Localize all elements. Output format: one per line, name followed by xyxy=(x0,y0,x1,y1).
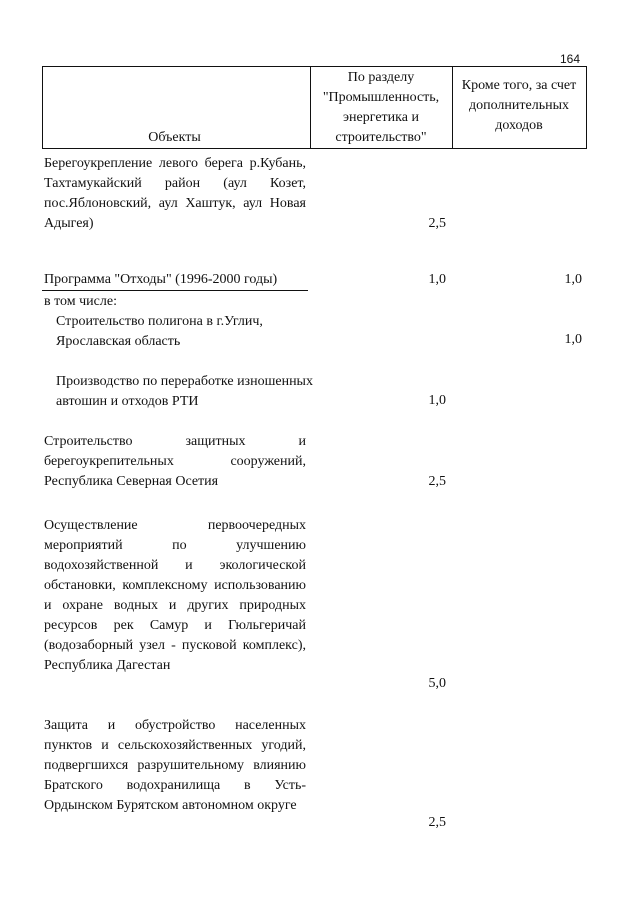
row-description: Осуществление первоочередных мероприятий по улучшению водохозяйственной и экологической обстановки, комплексному использованию и охране водных и других природных ресурсов рек Самур и Гюльгеричай (водозаборный узел - пусковой комплекс), Республика Дагестан xyxy=(44,518,306,673)
row-col3-value: 1,0 xyxy=(564,332,582,347)
header-border-bottom xyxy=(42,148,586,149)
row-description: Программа "Отходы" (1996-2000 годы) xyxy=(44,272,278,287)
row-col2-value: 1,0 xyxy=(428,272,446,287)
row-description: Строительство полигона в г.Углич, Ярославская область xyxy=(56,314,263,349)
row-col2-value: 2,5 xyxy=(428,216,446,231)
header-border-top xyxy=(42,66,586,67)
header-col3: Кроме того, за счет дополнительных доходов xyxy=(461,78,577,133)
row-col2-value: 5,0 xyxy=(428,676,446,691)
row-col2-value: 1,0 xyxy=(428,393,446,408)
row-col3-value: 1,0 xyxy=(564,272,582,287)
header-objects: Объекты xyxy=(148,130,201,145)
page-number: 164 xyxy=(560,52,581,66)
row-col2-value: 2,5 xyxy=(428,815,446,830)
row-description: Берегоукрепление левого берега р.Кубань, Тахтамукайский район (аул Козет, пос.Яблоновский, аул Хаштук, аул Новая Адыгея) xyxy=(44,156,306,231)
header-border-right xyxy=(586,66,587,149)
row-col2-value: 2,5 xyxy=(428,474,446,489)
row-description: Строительство защитных и берегоукрепительных сооружений, Республика Северная Осетия xyxy=(44,434,306,489)
row-description: Производство по переработке изношенных автошин и отходов РТИ xyxy=(56,374,313,409)
header-col2: По разделу "Промышленность, энергетика и строительство" xyxy=(322,70,440,145)
row-description: в том числе: xyxy=(44,294,117,309)
row-underline xyxy=(42,290,308,291)
row-description: Защита и обустройство населенных пунктов и сельскохозяйственных угодий, подвергшихся разрушительному влиянию Братского водохранилища в Усть-Ордынском Бурятском автономном округе xyxy=(44,718,306,813)
